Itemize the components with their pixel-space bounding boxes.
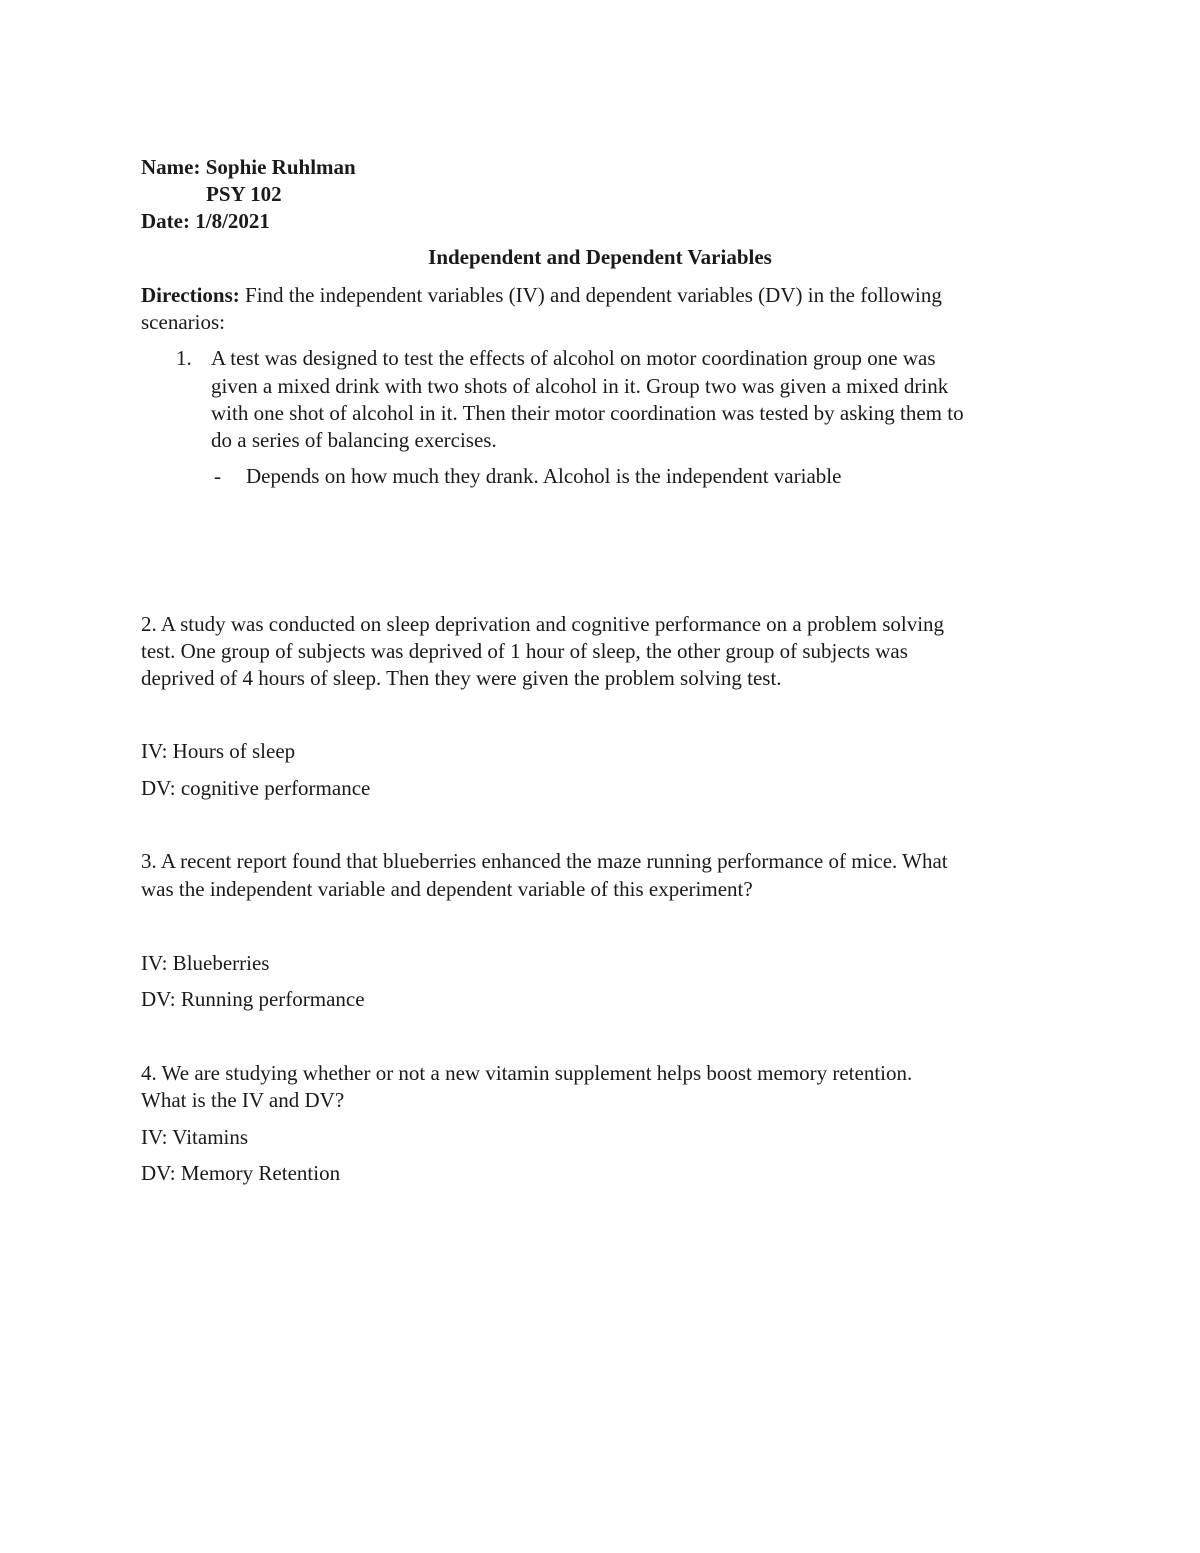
question-2-line-3: deprived of 4 hours of sleep. Then they were given the problem solving test. — [141, 666, 782, 690]
date-line — [141, 207, 270, 235]
directions-line-2: scenarios: — [141, 310, 225, 334]
question-2-line-1: 2. A study was conducted on sleep deprivation and cognitive performance on a problem solving — [141, 612, 945, 636]
question-4-iv: IV: Vitamins — [141, 1125, 249, 1149]
date-label: Date: — [141, 209, 190, 233]
question-4-line-2: What is the IV and DV? — [141, 1088, 345, 1112]
course-line: PSY 102 — [206, 182, 282, 206]
question-1-line-3: with one shot of alcohol in it. Then their motor coordination was tested by asking them to — [211, 401, 964, 425]
question-1-bullet: - — [214, 464, 221, 488]
directions-label: Directions: — [141, 283, 240, 307]
question-3-line-2: was the independent variable and dependent variable of this experiment? — [141, 877, 753, 901]
question-1-line-1: A test was designed to test the effects of alcohol on motor coordination group one was — [211, 346, 936, 370]
question-1-answer: Depends on how much they drank. Alcohol is the independent variable — [246, 464, 842, 488]
question-1-line-4: do a series of balancing exercises. — [211, 428, 497, 452]
question-2-line-2: test. One group of subjects was deprived of 1 hour of sleep, the other group of subjects was — [141, 639, 908, 663]
question-3-iv: IV: Blueberries — [141, 951, 270, 975]
question-2-dv: DV: cognitive performance — [141, 776, 371, 800]
name-line — [141, 153, 356, 181]
directions-text-1: Find the independent variables (IV) and dependent variables (DV) in the following — [245, 283, 942, 307]
question-4-dv: DV: Memory Retention — [141, 1161, 341, 1185]
question-3-line-1: 3. A recent report found that blueberries enhanced the maze running performance of mice. What — [141, 849, 948, 873]
question-3-dv: DV: Running performance — [141, 987, 365, 1011]
question-4-line-1: 4. We are studying whether or not a new vitamin supplement helps boost memory retention. — [141, 1061, 913, 1085]
question-1-number: 1. — [176, 346, 192, 370]
question-2-iv: IV: Hours of sleep — [141, 739, 296, 763]
question-1-line-2: given a mixed drink with two shots of alcohol in it. Group two was given a mixed drink — [211, 374, 949, 398]
document-title: Independent and Dependent Variables — [428, 245, 772, 269]
directions-line-1 — [141, 281, 942, 309]
name-value: Sophie Ruhlman — [205, 155, 356, 179]
date-value: 1/8/2021 — [195, 209, 270, 233]
name-label: Name: — [141, 155, 201, 179]
